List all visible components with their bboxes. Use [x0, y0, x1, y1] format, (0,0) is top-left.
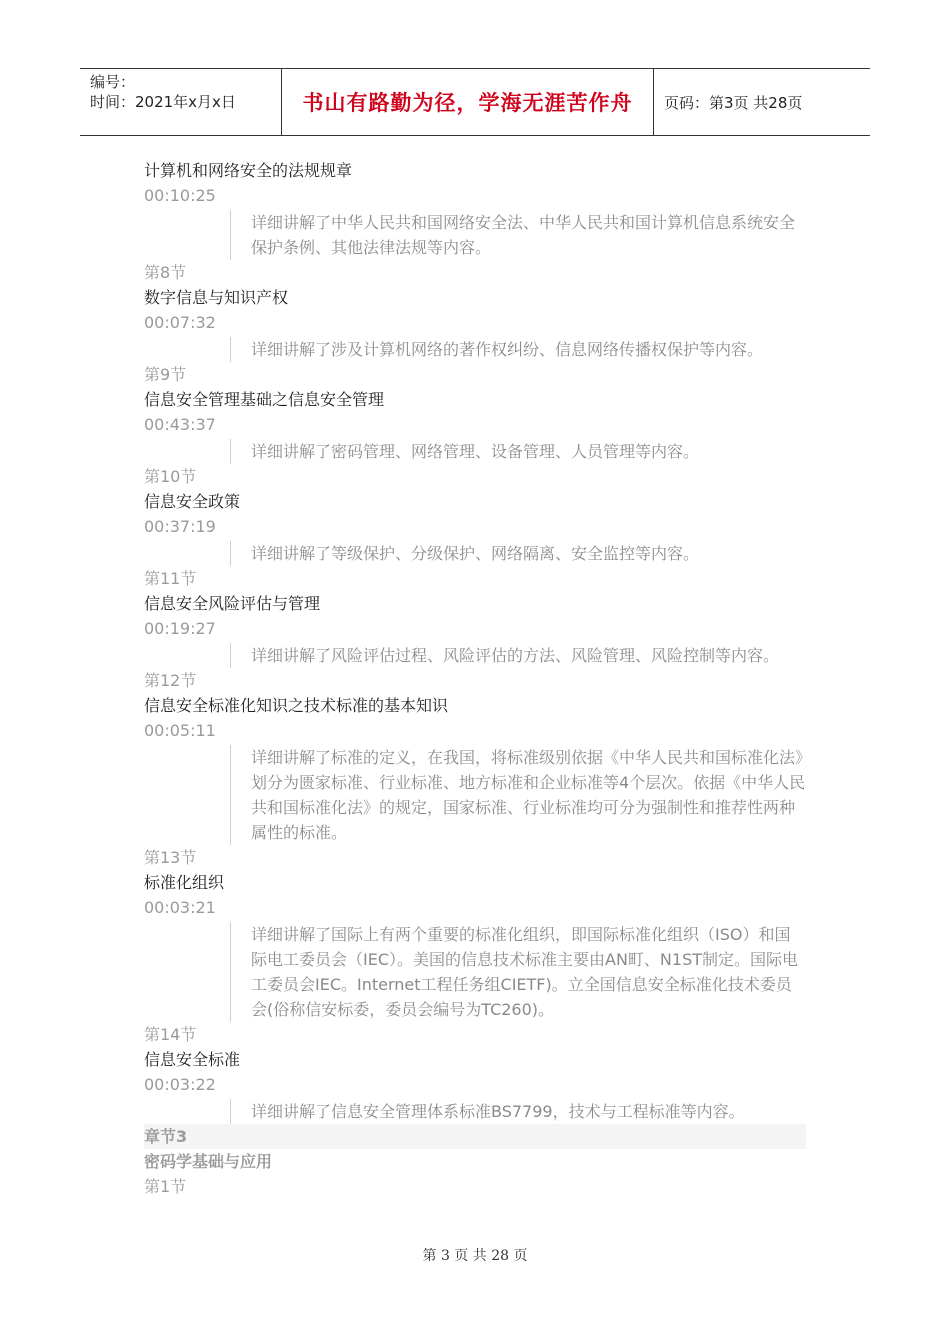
- entry: [144, 1022, 806, 1124]
- entry-duration: 00:07:32: [144, 313, 216, 332]
- section-number: 第12节: [144, 671, 197, 690]
- chapter-label: 章节3: [144, 1124, 806, 1149]
- entry-description: 详细讲解了等级保护、分级保护、网络隔离、安全监控等内容。: [230, 541, 806, 566]
- entry-duration: 00:43:37: [144, 415, 216, 434]
- entry-description: 详细讲解了风险评估过程、风险评估的方法、风险管理、风险控制等内容。: [230, 643, 806, 668]
- entry-title: 标准化组织: [144, 873, 225, 892]
- course-outline: [144, 158, 806, 1199]
- motto: 书山有路勤为径，学海无涯苦作舟: [302, 90, 633, 115]
- section-number: 第13节: [144, 848, 197, 867]
- entry: [144, 464, 806, 566]
- entry-description: 详细讲解了信息安全管理体系标准BS7799，技术与工程标准等内容。: [230, 1099, 806, 1124]
- entry-title: 信息安全政策: [144, 492, 241, 511]
- entry-description: 详细讲解了涉及计算机网络的著作权纠纷、信息网络传播权保护等内容。: [230, 337, 806, 362]
- entry-duration: 00:03:21: [144, 898, 216, 917]
- header-motto-cell: [282, 69, 654, 135]
- section-number: 第1节: [144, 1177, 187, 1196]
- code-label: 编号：: [90, 73, 136, 91]
- section-number: 第9节: [144, 365, 187, 384]
- entry: [144, 260, 806, 362]
- entry: [144, 668, 806, 845]
- entry-duration: 00:19:27: [144, 619, 216, 638]
- entry-duration: 00:05:11: [144, 721, 216, 740]
- entry-description: 详细讲解了密码管理、网络管理、设备管理、人员管理等内容。: [230, 439, 806, 464]
- entry-description: 详细讲解了标准的定义，在我国，将标准级别依据《中华人民共和国标准化法》划分为匮家标准、行业标准、地方标准和企业标准等4个层次。依据《中华人民共和国标准化法》的规定，国家标准、行业标准均可分为强制性和推荐性两种属性的标准。: [230, 745, 806, 845]
- entry-title: 数字信息与知识产权: [144, 288, 289, 307]
- page-info: 页码：第3页 共28页: [664, 93, 803, 112]
- header-page-info: [654, 69, 870, 135]
- section-number: 第8节: [144, 263, 187, 282]
- entry: [144, 158, 806, 260]
- entry-title: 信息安全管理基础之信息安全管理: [144, 390, 385, 409]
- section-number: 第11节: [144, 569, 197, 588]
- entry-description: 详细讲解了国际上有两个重要的标准化组织，即国际标准化组织（ISO）和国际电工委员会（IEC）。美国的信息技术标准主要由AN町、N1ST制定。国际电工委员会IEC。Internet工程任务组CIETF)。立全国信息安全标准化技术委员会(俗称信安标委，委员会编号为TC260)。: [230, 922, 806, 1022]
- header-meta: [80, 69, 282, 135]
- entry: [144, 362, 806, 464]
- entry-title: 信息安全风险评估与管理: [144, 594, 321, 613]
- time-label: 时间：2021年x月x日: [90, 93, 236, 111]
- page-footer: 第 3 页 共 28 页: [422, 1248, 528, 1264]
- entry: [144, 845, 806, 1022]
- entry-title: 信息安全标准化知识之技术标准的基本知识: [144, 696, 449, 715]
- entry-description: 详细讲解了中华人民共和国网络安全法、中华人民共和国计算机信息系统安全保护条例、其他法律法规等内容。: [230, 210, 806, 260]
- entry-title: 信息安全标准: [144, 1050, 241, 1069]
- chapter-title: 密码学基础与应用: [144, 1152, 273, 1171]
- page-header: [80, 68, 870, 136]
- entry-duration: 00:03:22: [144, 1075, 216, 1094]
- entry-title: 计算机和网络安全的法规规章: [144, 161, 353, 180]
- entry-duration: 00:10:25: [144, 186, 216, 205]
- section-number: 第14节: [144, 1025, 197, 1044]
- entry: [144, 566, 806, 668]
- section-number: 第10节: [144, 467, 197, 486]
- entry-duration: 00:37:19: [144, 517, 216, 536]
